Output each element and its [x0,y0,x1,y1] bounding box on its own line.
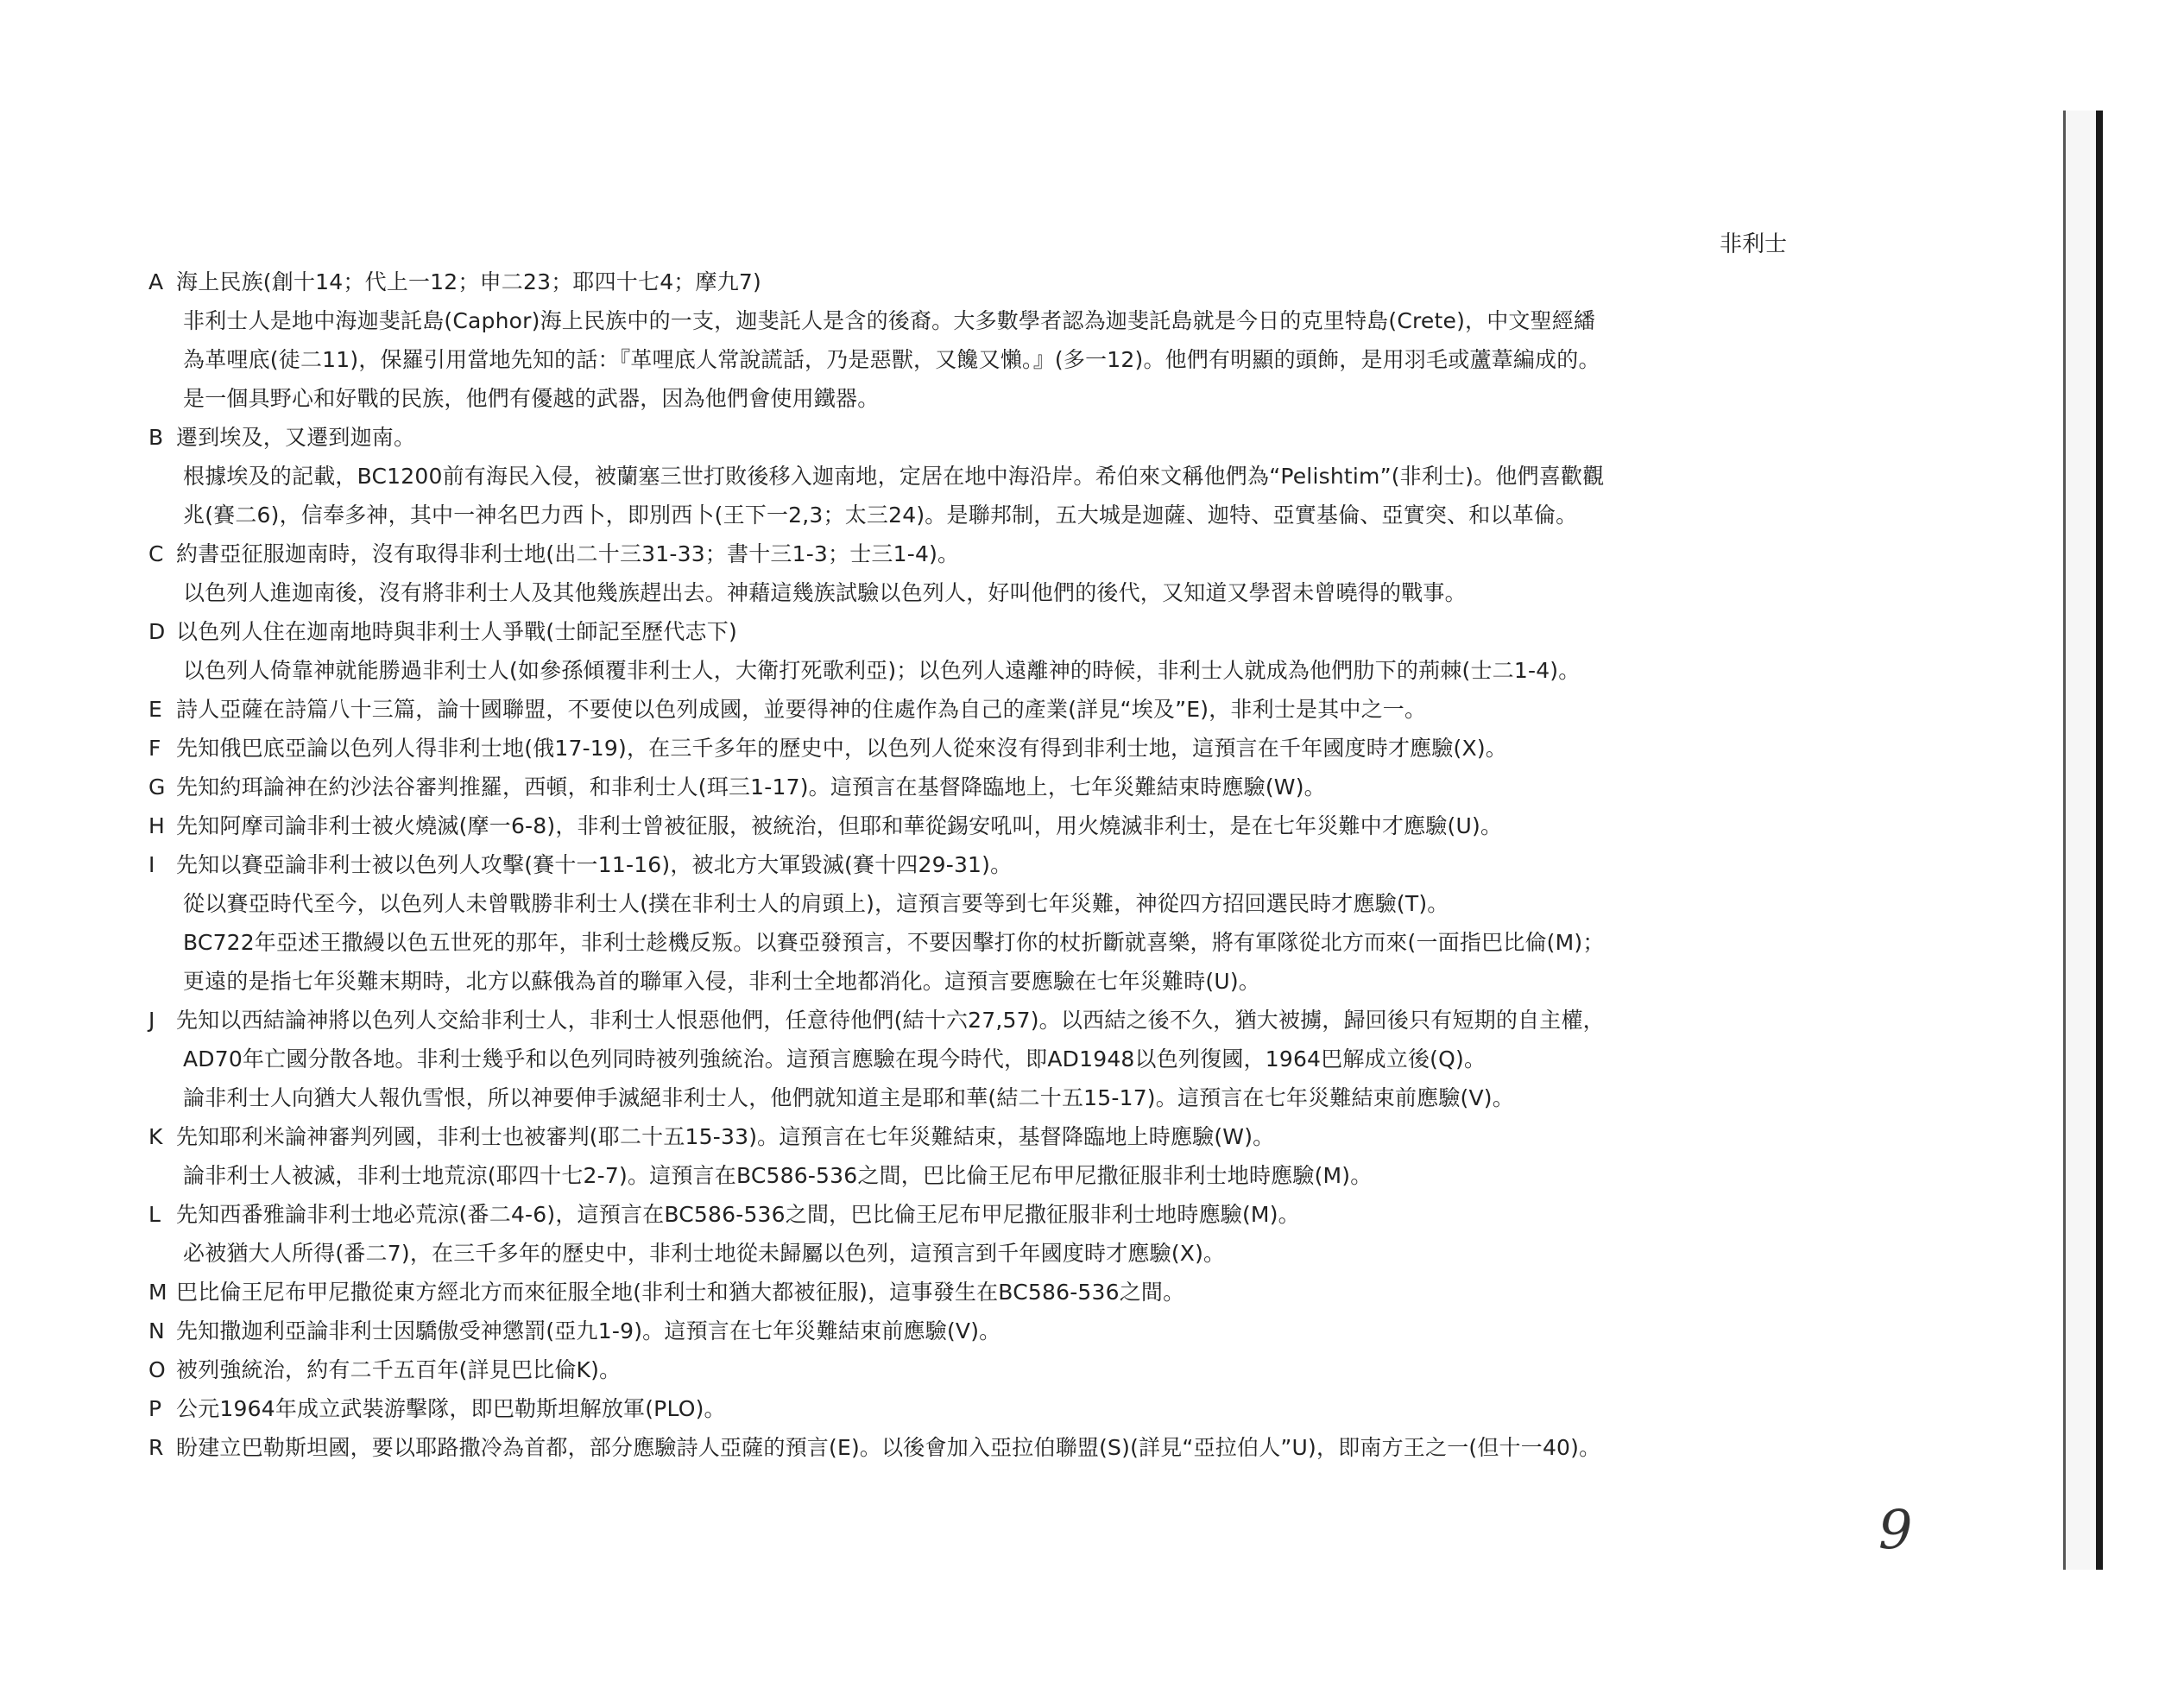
line-text: 遷到埃及，又遷到迦南。 [176,425,416,450]
line-text: 先知耶利米論神審判列國，非利士也被審判(耶二十五15-33)。這預言在七年災難結束，基督降臨地上時應驗(W)。 [176,1124,1275,1149]
line-text: 以色列人住在迦南地時與非利士人爭戰(士師記至歷代志下) [176,619,737,644]
section-line [148,534,1789,573]
body-line [148,340,1789,379]
body-line [148,573,1789,612]
body-line [148,301,1789,340]
line-text: 以色列人進迦南後，沒有將非利士人及其他幾族趕出去。神藉這幾族試驗以色列人，好叫他們的後代，又知道又學習未曾曉得的戰事。 [183,580,1467,605]
section-line [148,1001,1789,1040]
body-line [148,962,1789,1001]
page-header: 非利士 [1719,231,1787,257]
document-body [148,262,1789,1467]
section-label: A [148,269,164,294]
line-text: 先知撒迦利亞論非利士因驕傲受神懲罰(亞九1-9)。這預言在七年災難結束前應驗(V)。 [176,1318,1001,1343]
section-label: B [148,425,164,450]
line-text: AD70年亡國分散各地。非利士幾乎和以色列同時被列強統治。這預言應驗在現今時代，即AD1948以色列復國，1964巴解成立後(Q)。 [183,1046,1487,1072]
body-line [148,496,1789,534]
line-text: 兆(賽二6)，信奉多神，其中一神名巴力西卜，即別西卜(王下一2,3；太三24)。是聯邦制，五大城是迦薩、迦特、亞實基倫、亞實突、和以革倫。 [183,503,1578,528]
line-text: 更遠的是指七年災難末期時，北方以蘇俄為首的聯軍入侵，非利士全地都消化。這預言要應驗在七年災難時(U)。 [183,969,1261,994]
line-text: 先知約珥論神在約沙法谷審判推羅，西頓，和非利士人(珥三1-17)。這預言在基督降臨地上，七年災難結束時應驗(W)。 [176,774,1326,800]
line-text: 先知西番雅論非利士地必荒涼(番二4-6)，這預言在BC586-536之間，巴比倫王尼布甲尼撒征服非利士地時應驗(M)。 [176,1202,1300,1227]
section-line [148,262,1789,301]
section-label: H [148,813,165,838]
section-line [148,418,1789,457]
body-line [148,884,1789,923]
body-line [148,651,1789,690]
line-text: 先知以賽亞論非利士被以色列人攻擊(賽十一11-16)，被北方大軍毀滅(賽十四29-31)。 [176,852,1013,877]
section-label: L [148,1202,161,1227]
body-line [148,1040,1789,1078]
section-line [148,612,1789,651]
body-line [148,923,1789,962]
line-text: 約書亞征服迦南時，沒有取得非利士地(出二十三31-33；書十三1-3；士三1-4)。 [176,541,960,566]
section-label: P [148,1396,162,1421]
section-line [148,1117,1789,1156]
body-line [148,1234,1789,1273]
section-line [148,1389,1789,1428]
line-text: 論非利士人被滅，非利士地荒涼(耶四十七2-7)。這預言在BC586-536之間，巴比倫王尼布甲尼撒征服非利士地時應驗(M)。 [183,1163,1373,1188]
section-line [148,1312,1789,1350]
section-label: D [148,619,166,644]
section-line [148,690,1789,729]
line-text: 先知俄巴底亞論以色列人得非利士地(俄17-19)，在三千多年的歷史中，以色列人從來沒有得到非利士地，這預言在千年國度時才應驗(X)。 [176,736,1507,761]
section-line [148,1428,1789,1467]
section-line [148,729,1789,768]
line-text: 從以賽亞時代至今，以色列人未曾戰勝非利士人(撲在非利士人的肩頭上)，這預言要等到七年災難，神從四方招回選民時才應驗(T)。 [183,891,1449,916]
line-text: 公元1964年成立武裝游擊隊，即巴勒斯坦解放軍(PLO)。 [176,1396,726,1421]
line-text: 海上民族(創十14；代上一12；申二23；耶四十七4；摩九7) [176,269,761,294]
line-text: 為革哩底(徒二11)，保羅引用當地先知的話：『革哩底人常說謊話，乃是惡獸，又饞又懶。』(多一12)。他們有明顯的頭飾，是用羽毛或蘆葦編成的。 [183,347,1600,372]
section-line [148,1350,1789,1389]
line-text: 是一個具野心和好戰的民族，他們有優越的武器，因為他們會使用鐵器。 [183,386,880,411]
line-text: 論非利士人向猶大人報仇雪恨，所以神要伸手滅絕非利士人，他們就知道主是耶和華(結二十五15-17)。這預言在七年災難結束前應驗(V)。 [183,1085,1514,1110]
line-text: 以色列人倚靠神就能勝過非利士人(如參孫傾覆非利士人，大衛打死歌利亞)；以色列人遠離神的時候，非利士人就成為他們肋下的荊棘(士二1-4)。 [183,658,1581,683]
line-text: 被列強統治，約有二千五百年(詳見巴比倫K)。 [176,1357,622,1382]
section-line [148,1195,1789,1234]
section-label: O [148,1357,166,1382]
section-label: G [148,774,166,800]
page-number: 9 [1878,1498,1913,1561]
body-line [148,457,1789,496]
section-label: R [148,1435,164,1460]
section-line [148,845,1789,884]
section-label: M [148,1280,167,1305]
line-text: 盼建立巴勒斯坦國，要以耶路撒冷為首都，部分應驗詩人亞薩的預言(E)。以後會加入亞拉伯聯盟(S)(詳見“亞拉伯人”U)，即南方王之一(但十一40)。 [176,1435,1601,1460]
body-line [148,379,1789,418]
section-line [148,1273,1789,1312]
section-label: J [148,1008,155,1033]
section-label: N [148,1318,165,1343]
line-text: 必被猶大人所得(番二7)，在三千多年的歷史中，非利士地從未歸屬以色列，這預言到千年國度時才應驗(X)。 [183,1241,1226,1266]
line-text: 非利士人是地中海迦斐託島(Caphor)海上民族中的一支，迦斐託人是含的後裔。大多數學者認為迦斐託島就是今日的克里特島(Crete)，中文聖經繙 [183,308,1596,333]
line-text: BC722年亞述王撒縵以色五世死的那年，非利士趁機反叛。以賽亞發預言，不要因擊打你的杖折斷就喜樂，將有軍隊從北方而來(一面指巴比倫(M)； [183,930,1605,955]
line-text: 先知以西結論神將以色列人交給非利士人，非利士人恨惡他們，任意待他們(結十六27,57)。以西結之後不久，猶大被擄，歸回後只有短期的自主權， [176,1008,1605,1033]
section-line [148,806,1789,845]
line-text: 先知阿摩司論非利士被火燒滅(摩一6-8)，非利士曾被征服，被統治，但耶和華從錫安吼叫，用火燒滅非利士，是在七年災難中才應驗(U)。 [176,813,1503,838]
section-label: F [148,736,161,761]
section-label: E [148,697,162,722]
body-line [148,1156,1789,1195]
section-label: K [148,1124,163,1149]
line-text: 巴比倫王尼布甲尼撒從東方經北方而來征服全地(非利士和猶大都被征服)，這事發生在BC586-536之間。 [176,1280,1185,1305]
section-label: I [148,852,155,877]
page-edge-shadow [2070,111,2103,1570]
body-line [148,1078,1789,1117]
section-label: C [148,541,164,566]
line-text: 詩人亞薩在詩篇八十三篇，論十國聯盟，不要使以色列成國，並要得神的住處作為自己的產業(詳見“埃及”E)，非利士是其中之一。 [176,697,1427,722]
line-text: 根據埃及的記載，BC1200前有海民入侵，被蘭塞三世打敗後移入迦南地，定居在地中海沿岸。希伯來文稱他們為“Pelishtim”(非利士)。他們喜歡觀 [183,464,1605,489]
section-line [148,768,1789,806]
